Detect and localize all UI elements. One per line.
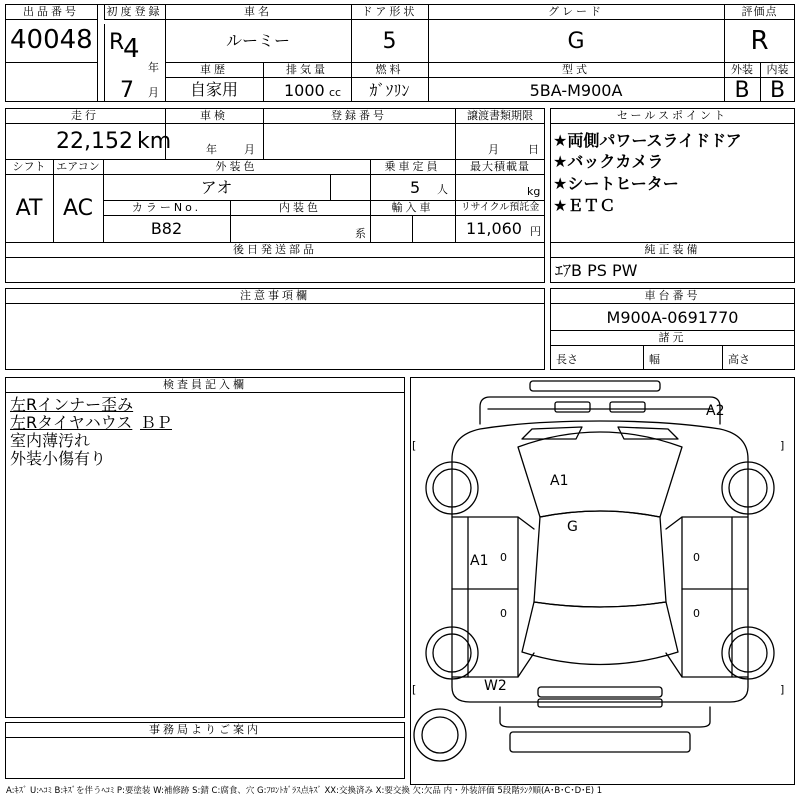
left-side-outline: [452, 517, 518, 677]
office-label: 事務局よりご案内: [149, 723, 261, 736]
inspector-note: ＢＰ: [140, 413, 173, 432]
door-value: 5: [382, 29, 397, 54]
grade-label: グレード: [548, 5, 604, 18]
month-value: 7: [120, 78, 134, 103]
zero-mark: 0: [693, 607, 700, 620]
rear-bumper-outline-lower: [538, 699, 662, 707]
interior-color-unit: 系: [355, 227, 366, 240]
exterior-value: B: [734, 78, 750, 103]
height-label: 高さ: [728, 353, 750, 366]
inspector-note: 左Rインナー歪み: [10, 395, 134, 414]
car-diagram: [410, 377, 795, 785]
fuel-value: ｶﾞｿﾘﾝ: [369, 81, 410, 100]
legend-text: A:ｷｽﾞ U:ﾍｺﾐ B:ｷｽﾞを伴うﾍｺﾐ P:要塗装 W:補修跡 S:錆 C:腐食、穴 G:ﾌﾛﾝﾄｶﾞﾗｽ点ｷｽﾞ XX:交換済み X:要交換 欠:欠品 内・外装評価 5段階ﾗﾝｸ順(A･B･C･D･E) 1: [6, 786, 603, 796]
inspection-year-unit: 年: [206, 143, 217, 156]
mileage-label: 走行: [71, 109, 99, 122]
tailgate-outline: [500, 707, 710, 727]
equipment-value: ｴｱB PS PW: [555, 261, 638, 280]
windshield-outline: [518, 432, 682, 517]
capacity-unit: 人: [437, 183, 448, 196]
sales-points-label: セールスポイント: [616, 109, 728, 122]
bracket-mark: [: [412, 439, 417, 452]
grade-value: G: [567, 29, 585, 54]
capacity-label: 乗車定員: [384, 160, 441, 173]
chassis-number-label: 車台番号: [644, 289, 701, 302]
front-bumper-outline: [530, 381, 660, 391]
history-value: 自家用: [189, 80, 238, 99]
score-value: R: [750, 26, 769, 56]
year-value: 4: [123, 34, 140, 64]
fuel-label: 燃料: [375, 63, 404, 76]
displacement-value: 1000: [284, 81, 325, 100]
equipment-label: 純正装備: [644, 243, 701, 256]
recycle-label: リサイクル預託金: [460, 202, 540, 213]
transfer-day-unit: 日: [528, 143, 539, 156]
rear-bumper-outline: [538, 687, 662, 697]
damage-mark: W2: [484, 678, 507, 694]
aircon-label: エアコン: [56, 160, 100, 173]
later-parts-label: 後日発送部品: [233, 243, 317, 256]
mileage-value: 22,152: [56, 129, 133, 154]
era-value: R: [109, 30, 125, 55]
zero-mark: 0: [500, 607, 507, 620]
exterior-color-label: 外装色: [215, 160, 258, 173]
bracket-mark: [: [412, 683, 417, 696]
roof-outline: [534, 511, 666, 607]
transfer-month-unit: 月: [488, 143, 499, 156]
length-label: 長さ: [556, 353, 578, 366]
recycle-unit: 円: [530, 225, 541, 238]
registration-number-label: 登録番号: [331, 109, 387, 122]
sales-point: ★シートヒーター: [553, 174, 679, 193]
color-number-value: B82: [150, 219, 183, 238]
inspection-label: 車検: [200, 109, 228, 122]
max-load-unit: kg: [527, 185, 541, 198]
notes-label: 注意事項欄: [240, 289, 310, 302]
capacity-value: 5: [410, 178, 421, 197]
color-number-label: カラーNo.: [131, 201, 202, 214]
aircon-value: AC: [62, 196, 94, 221]
inspector-label: 検査員記入欄: [163, 378, 247, 391]
model-value: 5BA-M900A: [529, 81, 623, 100]
chassis-number-value: M900A-0691770: [606, 308, 739, 327]
door-label: ドア形状: [361, 5, 418, 18]
sales-point: ★ＥＴＣ: [553, 196, 616, 215]
first-registration-label: 初度登録: [106, 5, 163, 18]
damage-mark: A1: [550, 473, 569, 489]
damage-mark: A2: [706, 403, 725, 419]
shift-value: AT: [15, 196, 43, 221]
car-name-label: 車名: [244, 5, 272, 18]
year-unit: 年: [148, 61, 159, 74]
recycle-value: 11,060: [466, 219, 522, 238]
car-name: ルーミー: [225, 31, 290, 50]
inspection-month-unit: 月: [244, 143, 255, 156]
interior-label: 内装: [766, 63, 789, 76]
rear-window-outline: [522, 602, 678, 665]
inspector-note: 外装小傷有り: [10, 449, 107, 468]
bracket-mark: ]: [780, 439, 785, 452]
inspector-note: 室内薄汚れ: [10, 431, 91, 450]
import-label: 輸入車: [391, 201, 434, 214]
bracket-mark: ]: [780, 683, 785, 696]
damage-mark: A1: [470, 553, 489, 569]
specs-label: 諸元: [658, 331, 687, 344]
lot-label: 出品番号: [23, 5, 79, 18]
inspector-note: 左Rタイヤハウス: [10, 413, 133, 432]
model-label: 型式: [562, 63, 590, 76]
exterior-label: 外装: [731, 63, 753, 76]
zero-mark: 0: [500, 551, 507, 564]
mileage-unit: km: [137, 129, 172, 154]
sales-point: ★バックカメラ: [553, 152, 664, 171]
damage-mark: G: [567, 519, 578, 535]
lot-number: 40048: [10, 25, 93, 55]
sales-point: ★両側パワースライドドア: [553, 131, 742, 150]
transfer-deadline-label: 譲渡書類期限: [467, 109, 533, 122]
interior-value: B: [769, 78, 786, 103]
history-label: 車歴: [200, 63, 228, 76]
exterior-color-value: アオ: [200, 178, 233, 197]
interior-color-label: 内装色: [279, 201, 321, 214]
month-unit: 月: [148, 86, 159, 99]
front-fascia-outline: [480, 397, 720, 424]
right-side-outline: [682, 517, 748, 677]
displacement-unit: cc: [329, 86, 342, 99]
body-outline: [452, 421, 748, 702]
max-load-label: 最大積載量: [470, 160, 530, 173]
displacement-label: 排気量: [286, 63, 328, 76]
score-label: 評価点: [741, 5, 778, 18]
zero-mark: 0: [693, 551, 700, 564]
shift-label: シフト: [12, 160, 46, 173]
width-label: 幅: [649, 353, 660, 366]
